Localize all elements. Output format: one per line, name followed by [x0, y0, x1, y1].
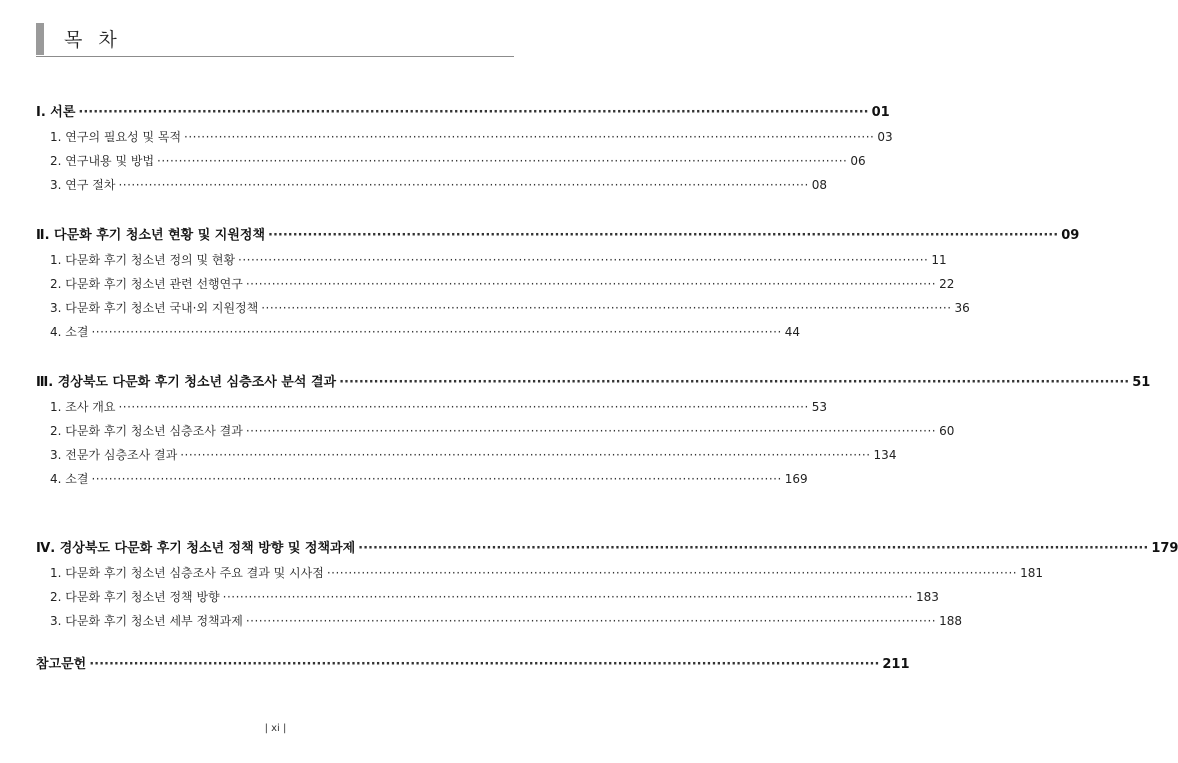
toc-subsection-entry — [36, 251, 947, 269]
dot-leader: ································································································································································ — [339, 375, 1130, 390]
toc-entry-page: 36 — [954, 301, 970, 315]
dot-leader: ································································································································································ — [261, 301, 952, 315]
toc-subsection-entry — [36, 588, 939, 606]
toc-subsection-entry — [36, 612, 963, 630]
toc-section-entry — [36, 227, 1080, 245]
toc-entry-label: Ⅰ. 서론 — [36, 105, 76, 120]
toc-subsection-entry — [36, 176, 828, 194]
dot-leader: ································································································································································ — [184, 130, 875, 144]
dot-leader: ································································································································································ — [358, 541, 1149, 556]
toc-entry-label: 2. 다문화 후기 청소년 정책 방향 — [50, 590, 220, 604]
toc-subsection-entry — [36, 446, 897, 464]
toc-entry-label: 2. 다문화 후기 청소년 관련 선행연구 — [50, 277, 243, 291]
toc-entry-page: 01 — [871, 105, 890, 120]
toc-entry-label: 3. 다문화 후기 청소년 세부 정책과제 — [50, 614, 243, 628]
dot-leader: ································································································································································ — [91, 472, 782, 486]
toc-subsection-entry — [36, 323, 801, 341]
toc-subsection-entry — [36, 470, 808, 488]
toc-entry-label: 2. 다문화 후기 청소년 심층조사 결과 — [50, 424, 243, 438]
header-accent-bar — [36, 23, 44, 55]
toc-subsection-entry — [36, 422, 955, 440]
toc-entry-page: 53 — [811, 400, 828, 414]
page-number: | xi | — [264, 723, 287, 734]
dot-leader: ································································································································································ — [180, 448, 871, 462]
toc-entry-page: 09 — [1061, 228, 1080, 243]
toc-entry-page: 181 — [1020, 566, 1044, 580]
toc-subsection-entry — [36, 299, 970, 317]
dot-leader: ································································································································································ — [222, 590, 913, 604]
toc-entry-label: 2. 연구내용 및 방법 — [50, 154, 155, 168]
toc-section-entry — [36, 540, 1178, 558]
toc-entry-page: 211 — [882, 657, 910, 672]
toc-entry-page: 169 — [784, 472, 808, 486]
toc-entry-page: 44 — [784, 325, 801, 339]
dot-leader: ································································································································································ — [89, 657, 880, 672]
toc-entry-page: 11 — [931, 253, 947, 267]
toc-entry-label: 4. 소결 — [50, 325, 89, 339]
toc-entry-page: 03 — [877, 130, 893, 144]
dot-leader: ································································································································································ — [245, 277, 937, 291]
toc-entry-page: 179 — [1151, 541, 1178, 556]
toc-entry-label: 4. 소결 — [50, 472, 89, 486]
toc-header — [36, 20, 514, 57]
toc-entry-page: 06 — [850, 154, 866, 168]
toc-entry-page: 51 — [1132, 375, 1151, 390]
dot-leader: ································································································································································ — [157, 154, 848, 168]
toc-entry-label: 참고문헌 — [36, 657, 87, 672]
toc-subsection-entry — [36, 152, 866, 170]
toc-entry-page: 08 — [811, 178, 828, 192]
toc-section-entry — [36, 374, 1151, 392]
toc-entry-label: 3. 연구 절차 — [50, 178, 116, 192]
dot-leader: ································································································································································ — [245, 614, 937, 628]
toc-entry-page: 22 — [939, 277, 955, 291]
toc-entry-page: 60 — [939, 424, 955, 438]
dot-leader: ································································································································································ — [91, 325, 782, 339]
dot-leader: ································································································································································ — [245, 424, 937, 438]
toc-entry-page: 183 — [915, 590, 939, 604]
dot-leader: ································································································································································ — [326, 566, 1018, 580]
dot-leader: ································································································································································ — [78, 105, 869, 120]
toc-entry-label: 1. 다문화 후기 청소년 심층조사 주요 결과 및 시사점 — [50, 566, 324, 580]
toc-subsection-entry — [36, 564, 1044, 582]
dot-leader: ································································································································································ — [118, 400, 809, 414]
toc-entry-label: Ⅱ. 다문화 후기 청소년 현황 및 지원정책 — [36, 228, 266, 243]
dot-leader: ································································································································································ — [118, 178, 809, 192]
toc-section-entry — [36, 104, 890, 122]
toc-subsection-entry — [36, 398, 828, 416]
toc-entry-label: 3. 전문가 심층조사 결과 — [50, 448, 178, 462]
toc-entry-page: 134 — [873, 448, 897, 462]
toc-entry-label: Ⅳ. 경상북도 다문화 후기 청소년 정책 방향 및 정책과제 — [36, 541, 356, 556]
toc-entry-label: 1. 조사 개요 — [50, 400, 116, 414]
toc-entry-label: 1. 연구의 필요성 및 목적 — [50, 130, 182, 144]
toc-section-entry — [36, 656, 910, 674]
toc-subsection-entry — [36, 275, 955, 293]
toc-entry-label: Ⅲ. 경상북도 다문화 후기 청소년 심층조사 분석 결과 — [36, 375, 337, 390]
toc-subsection-entry — [36, 128, 893, 146]
toc-entry-label: 3. 다문화 후기 청소년 국내·외 지원정책 — [50, 301, 259, 315]
dot-leader: ································································································································································ — [238, 253, 929, 267]
dot-leader: ································································································································································ — [268, 228, 1059, 243]
page-title: 목 차 — [64, 29, 122, 51]
toc-entry-label: 1. 다문화 후기 청소년 정의 및 현황 — [50, 253, 236, 267]
toc-entry-page: 188 — [939, 614, 963, 628]
